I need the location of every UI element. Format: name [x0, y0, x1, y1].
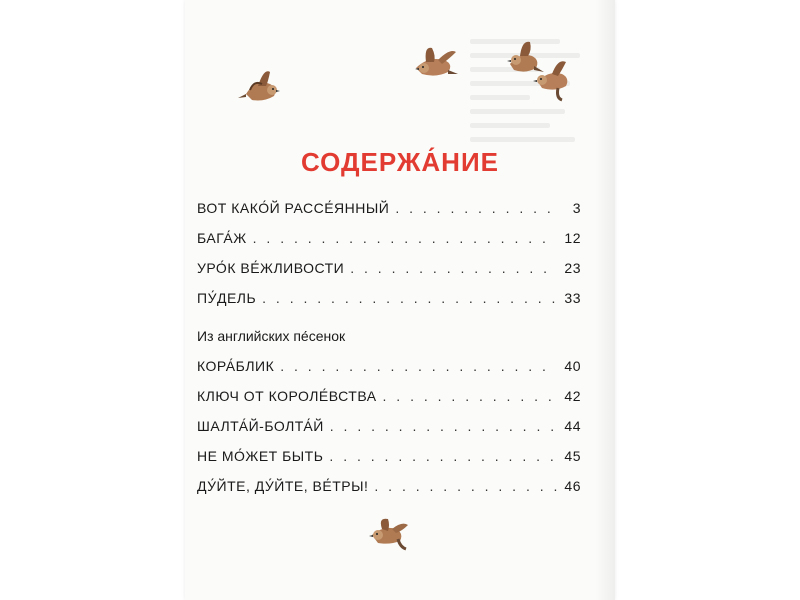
- toc-entry-title: ШАЛТА́Й-БОЛТА́Й: [197, 418, 324, 434]
- leader-dots: [330, 418, 557, 434]
- toc-entry[interactable]: [197, 418, 581, 448]
- toc-entry[interactable]: [197, 260, 581, 290]
- contents-heading: СОДЕРЖА́НИЕ: [301, 147, 499, 177]
- section-heading: Из английских пе́сенок: [197, 328, 346, 344]
- toc-entry-title: ПУ́ДЕЛЬ: [197, 290, 257, 306]
- leader-dots: [374, 478, 557, 494]
- toc-entry-page: 12: [564, 230, 581, 246]
- sparrow-icon: [410, 44, 462, 84]
- toc-entry[interactable]: [197, 388, 581, 418]
- toc-entry[interactable]: [197, 200, 581, 230]
- toc-entry[interactable]: [197, 230, 581, 260]
- leader-dots: [395, 200, 557, 216]
- table-of-contents: [197, 200, 581, 508]
- leader-dots: [329, 448, 557, 464]
- toc-entry-page: 3: [572, 200, 581, 216]
- toc-entry-page: 44: [564, 418, 581, 434]
- leader-dots: [383, 388, 557, 404]
- sparrow-icon: [366, 515, 412, 553]
- leader-dots: [280, 358, 557, 374]
- toc-entry-title: НЕ МО́ЖЕТ БЫТЬ: [197, 448, 324, 464]
- leader-dots: [262, 290, 557, 306]
- toc-entry-page: 23: [564, 260, 581, 276]
- leader-dots: [350, 260, 557, 276]
- toc-entry-title: КЛЮЧ ОТ КОРОЛЕ́ВСТВА: [197, 388, 377, 404]
- toc-entry-title: УРО́К ВЕ́ЖЛИВОСТИ: [197, 260, 345, 276]
- toc-entry-page: 42: [564, 388, 581, 404]
- toc-entry[interactable]: [197, 478, 581, 508]
- toc-entry-page: 46: [564, 478, 581, 494]
- toc-entry-title: КОРА́БЛИК: [197, 358, 275, 374]
- toc-entry-page: 40: [564, 358, 581, 374]
- toc-entry-title: ДУ́ЙТЕ, ДУ́ЙТЕ, ВЕ́ТРЫ!: [197, 478, 369, 494]
- sparrow-icon: [236, 66, 286, 106]
- toc-entry-title: ВОТ КАКО́Й РАССЕ́ЯННЫЙ: [197, 200, 390, 216]
- toc-entry-page: 33: [564, 290, 581, 306]
- leader-dots: [253, 230, 557, 246]
- toc-entry[interactable]: [197, 290, 581, 320]
- toc-entry-page: 45: [564, 448, 581, 464]
- toc-entry[interactable]: [197, 448, 581, 478]
- toc-entry[interactable]: [197, 358, 581, 388]
- toc-entry-title: БАГА́Ж: [197, 230, 247, 246]
- sparrow-icon: [528, 56, 578, 102]
- page-edge-shadow: [595, 0, 615, 600]
